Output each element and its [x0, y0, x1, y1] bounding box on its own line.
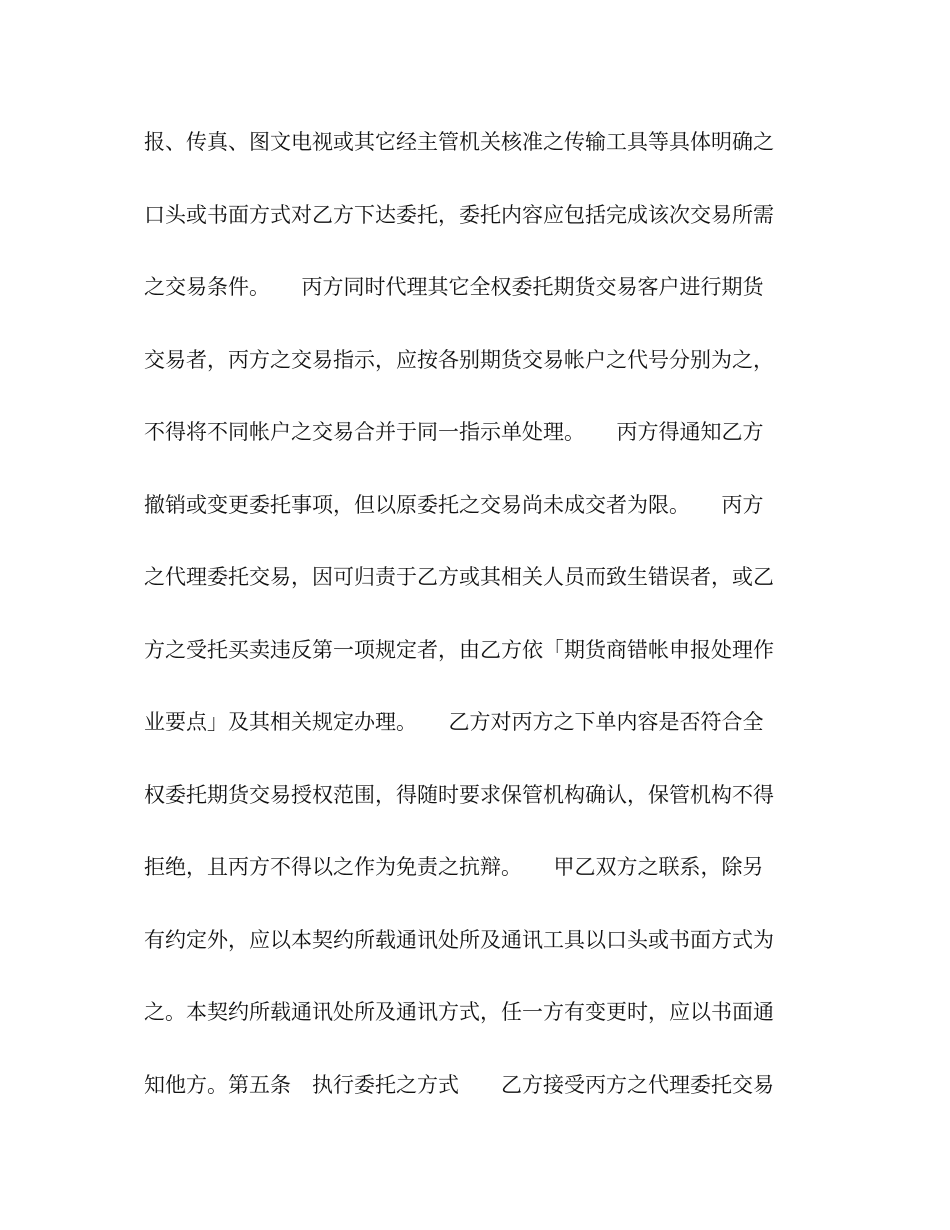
text-line-7: 之代理委托交易，因可归责于乙方或其相关人员而致生错误者，或乙 — [144, 565, 774, 589]
text-line-4: 交易者，丙方之交易指示，应按各别期货交易帐户之代号分别为之， — [144, 347, 774, 372]
text-line-2: 口头或书面方式对乙方下达委托，委托内容应包括完成该次交易所需 — [144, 202, 774, 227]
text-line-11: 拒绝，且丙方不得以之作为免责之抗辩。 甲乙双方之联系，除另 — [144, 855, 764, 879]
text-line-3: 之交易条件。 丙方同时代理其它全权委托期货交易客户进行期货 — [144, 275, 764, 299]
text-line-9: 业要点」及其相关规定办理。 乙方对丙方之下单内容是否符合全 — [144, 710, 764, 734]
text-line-1: 报、传真、图文电视或其它经主管机关核准之传输工具等具体明确之 — [144, 130, 774, 154]
text-line-8: 方之受托买卖违反第一项规定者，由乙方依「期货商错帐申报处理作 — [144, 637, 774, 662]
text-line-5: 不得将不同帐户之交易合并于同一指示单处理。 丙方得通知乙方 — [144, 420, 764, 444]
contract-body-text — [144, 117, 804, 1132]
text-line-13: 之。本契约所载通讯处所及通讯方式，任一方有变更时，应以书面通 — [144, 1000, 774, 1024]
text-line-14: 知他方。第五条 执行委托之方式 乙方接受丙方之代理委托交易 — [144, 1072, 774, 1097]
text-line-10: 权委托期货交易授权范围，得随时要求保管机构确认，保管机构不得 — [144, 782, 774, 807]
text-line-6: 撤销或变更委托事项，但以原委托之交易尚未成交者为限。 丙方 — [144, 492, 764, 517]
text-line-12: 有约定外，应以本契约所载通讯处所及通讯工具以口头或书面方式为 — [144, 927, 774, 952]
